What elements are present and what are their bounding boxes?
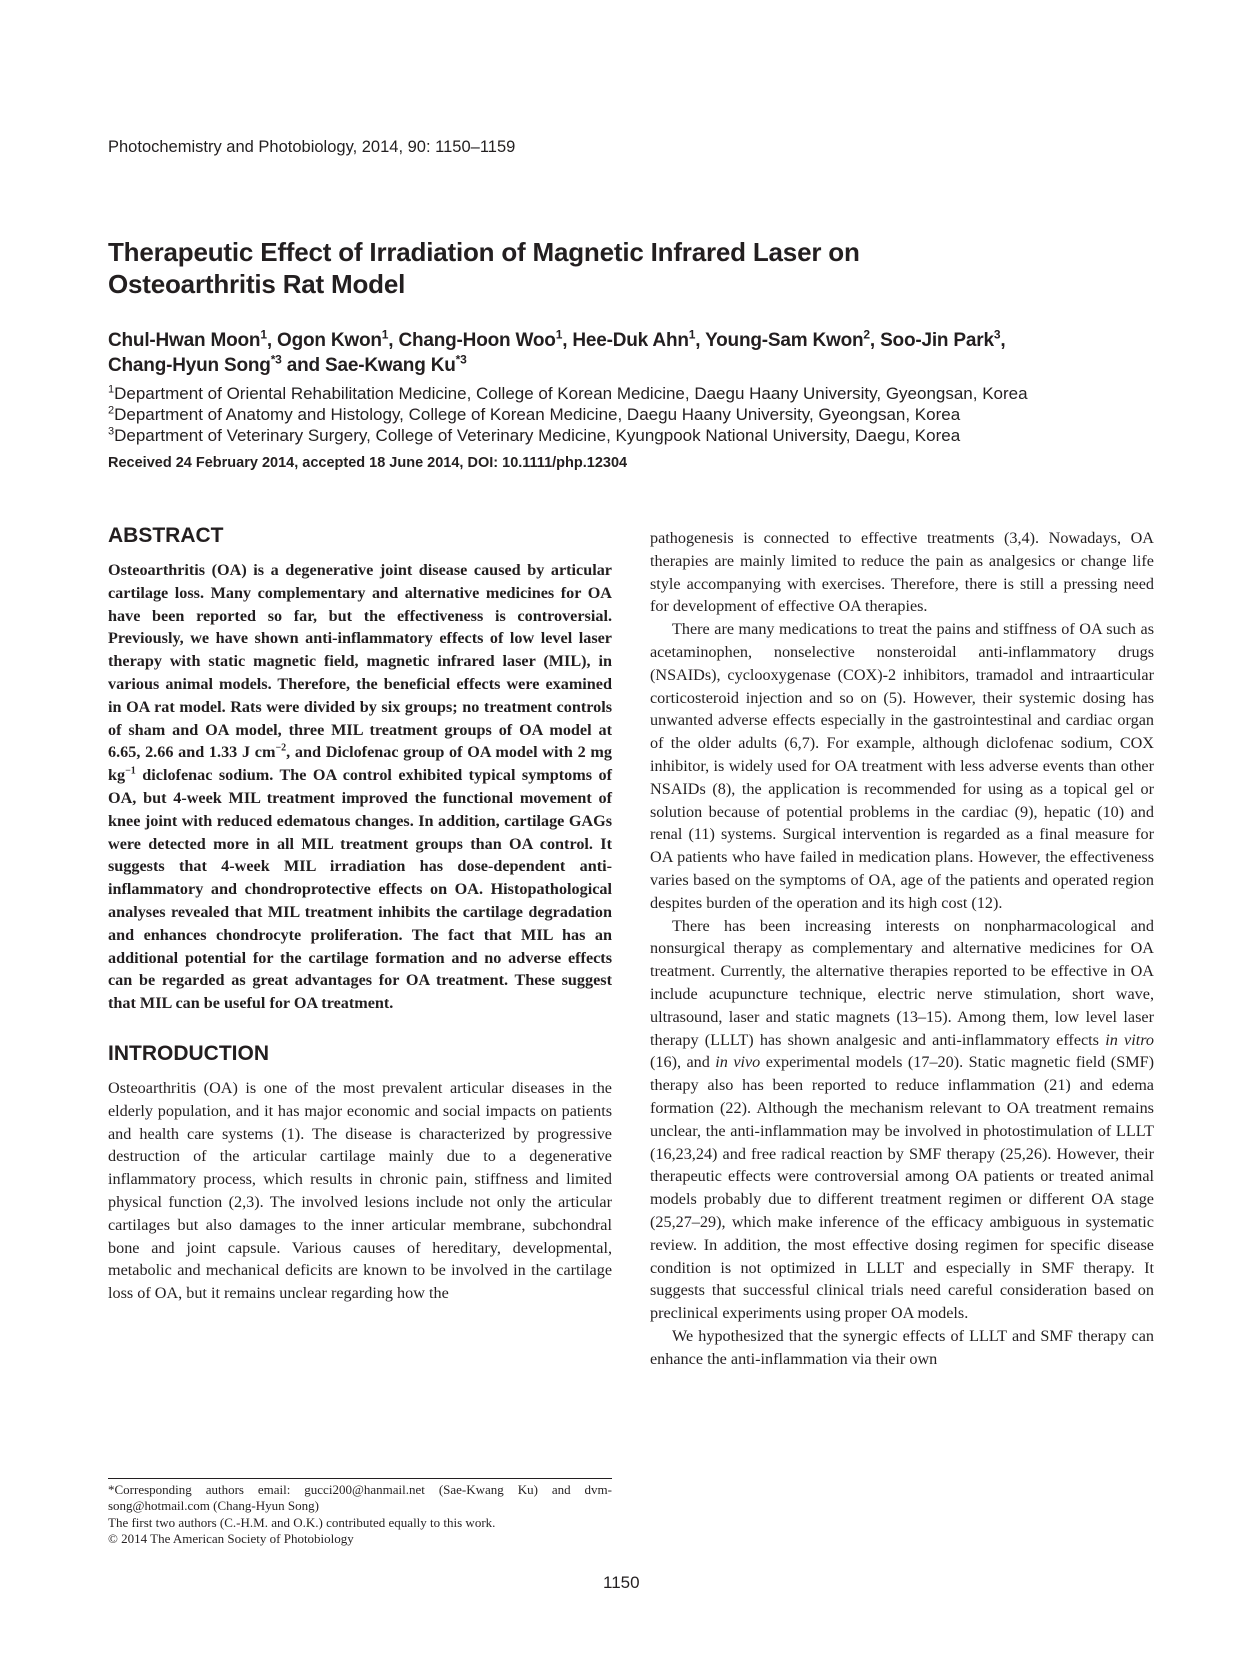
author: Chang-Hoon Woo$^1$, [398, 327, 573, 351]
page-number: 1150 [603, 1573, 640, 1592]
intro-paragraph-3: There has been increasing interests on nonpharmacological and nonsurgical therapy as complementary and alternative medicines for OA treatment. Currently, the alternative therapies reported to be effective in OA include acupuncture technique, electric nerve stimulation, short wave, ultrasound, laser and static magnets (13–15). Among them, low level laser therapy (LLLT) has shown analgesic and anti-inflammatory effects in vitro (16), and in vivo experimental models (17–20). Static magnetic field (SMF) therapy also has been reported to reduce inflammation (21) and edema formation (22). Although the mechanism relevant to OA treatment remains unclear, the anti-inflammation may be involved in photostimulation of LLLT (16,23,24) and free radical reaction by SMF therapy (25,26). However, their therapeutic effects were controversial among OA patients or treated animal models probably due to different treatment regimen or different OA stage (25,27–29), which make inference of the efficacy ambiguous in systematic review. In addition, the most effective dosing regimen for specific disease condition is not optimized in LLLT and especially in SMF therapy. It suggests that successful clinical trials need careful consideration based on preclinical experiments using proper OA models. [650, 916, 1154, 1323]
affiliations [108, 383, 1188, 446]
author: Chang-Hyun Song$^{*3}$ and [108, 352, 325, 376]
affiliation: $^1$Department of Oriental Rehabilitation Medicine, College of Korean Medicine, Daegu Haany University, Gyeongsan, Korea [108, 383, 1028, 403]
author: Young-Sam Kwon$^2$, [705, 327, 881, 351]
journal-header: Photochemistry and Photobiology, 2014, 90: 1150–1159 [108, 138, 516, 156]
author-list [108, 328, 1148, 378]
intro-paragraph-1: Osteoarthritis (OA) is one of the most prevalent articular diseases in the elderly population, and it has major economic and social impacts on patients and health care systems (1). The disease is characterized by progressive destruction of the articular cartilage mainly due to a degenerative inflammatory process, which results in chronic pain, stiffness and limited physical function (2,3). The involved lesions include not only the articular cartilages but also damages to the inner articular membrane, subchondral bone and joint capsule. Various causes of hereditary, developmental, metabolic and mechanical deficits are known to be involved in the cartilage loss of OA, but it remains unclear regarding how the [108, 1078, 612, 1303]
copyright-note: © 2014 The American Society of Photobiology [108, 1531, 354, 1547]
equal-contribution-note: The first two authors (C.-H.M. and O.K.) contributed equally to this work. [108, 1514, 496, 1530]
author: Chul-Hwan Moon$^1$, [108, 327, 277, 351]
introduction-heading: INTRODUCTION [108, 1041, 269, 1065]
intro-paragraph-1-cont: pathogenesis is connected to effective treatments (3,4). Nowadays, OA therapies are mainly limited to reduce the pain as analgesics or change life style accompanying with exercises. Therefore, there is still a pressing need for development of effective OA therapies. [650, 529, 1154, 616]
right-column [650, 527, 1154, 1370]
left-column [108, 523, 612, 1305]
affiliation: $^2$Department of Anatomy and Histology, College of Korean Medicine, Daegu Haany University, Gyeongsan, Korea [108, 404, 961, 424]
author: Soo-Jin Park$^3$, [880, 327, 1006, 351]
abstract-body: Osteoarthritis (OA) is a degenerative joint disease caused by articular cartilage loss. Many complementary and alternative medicines for OA have been reported so far, but the effectiveness is controversial. Previously, we have shown anti-inflammatory effects of low level laser therapy with static magnetic field, magnetic infrared laser (MIL), in various animal models. Therefore, the beneficial effects were examined in OA rat model. Rats were divided by six groups; no treatment controls of sham and OA model, three MIL treatment groups of OA model at 6.65, 2.66 and 1.33 J $cm^{-2}$, and Diclofenac group of OA model with 2 mg $kg^{-1}$ diclofenac sodium. The OA control exhibited typical symptoms of OA, but 4-week MIL treatment improved the functional movement of knee joint with reduced edematous changes. In addition, cartilage GAGs were detected more in all MIL treatment groups than OA control. It suggests that 4-week MIL irradiation has dose-dependent anti-inflammatory and chondroprotective effects on OA. Histopathological analyses revealed that MIL treatment inhibits the cartilage degradation and enhances chondrocyte proliferation. The fact that MIL has an additional potential for the cartilage formation and no adverse effects can be regarded as great advantages for OA treatment. These suggest that MIL can be useful for OA treatment. [108, 561, 612, 1013]
author: Hee-Duk Ahn$^1$, [572, 327, 706, 351]
title-line-1: Therapeutic Effect of Irradiation of Magnetic Infrared Laser on [108, 237, 860, 267]
affiliation: $^3$Department of Veterinary Surgery, College of Veterinary Medicine, Kyungpook National University, Daegu, Korea [108, 425, 961, 445]
footnote-divider [108, 1478, 612, 1479]
intro-paragraph-4: We hypothesized that the synergic effects of LLLT and SMF therapy can enhance the anti-inflammation via their own [650, 1326, 1154, 1368]
abstract-heading: ABSTRACT [108, 524, 224, 547]
intro-paragraph-2: There are many medications to treat the pains and stiffness of OA such as acetaminophen, nonselective nonsteroidal anti-inflammatory drugs (NSAIDs), cyclooxygenase (COX)-2 inhibitors, tramadol and intraarticular corticosteroid injection and so on (5). However, their systemic dosing has unwanted adverse effects especially in the gastrointestinal and cardiac organ of the older adults (6,7). For example, although diclofenac sodium, COX inhibitor, is widely used for OA treatment with less adverse events than other NSAIDs (8), the application is recommended for using as a topical gel or solution because of potential problems in the cardiac (9), hepatic (10) and renal (11) systems. Surgical intervention is regarded as a final measure for OA patients who have failed in medication plans. However, the effectiveness varies based on the symptoms of OA, age of the patients and operated region despites burden of the operation and its high cost (12). [650, 620, 1154, 912]
author: Sae-Kwang Ku$^{*3}$ [325, 352, 467, 376]
article-title [108, 236, 1148, 300]
footnotes [108, 1482, 612, 1548]
author: Ogon Kwon$^1$, [277, 327, 399, 351]
corresponding-author-note: *Corresponding authors email: gucci200@hanmail.net (Sae-Kwang Ku) and dvm-song@hotmail.com (Chang-Hyun Song) [108, 1482, 612, 1514]
received-dates-doi: Received 24 February 2014, accepted 18 June 2014, DOI: 10.1111/php.12304 [108, 455, 628, 471]
title-line-2: Osteoarthritis Rat Model [108, 269, 406, 299]
